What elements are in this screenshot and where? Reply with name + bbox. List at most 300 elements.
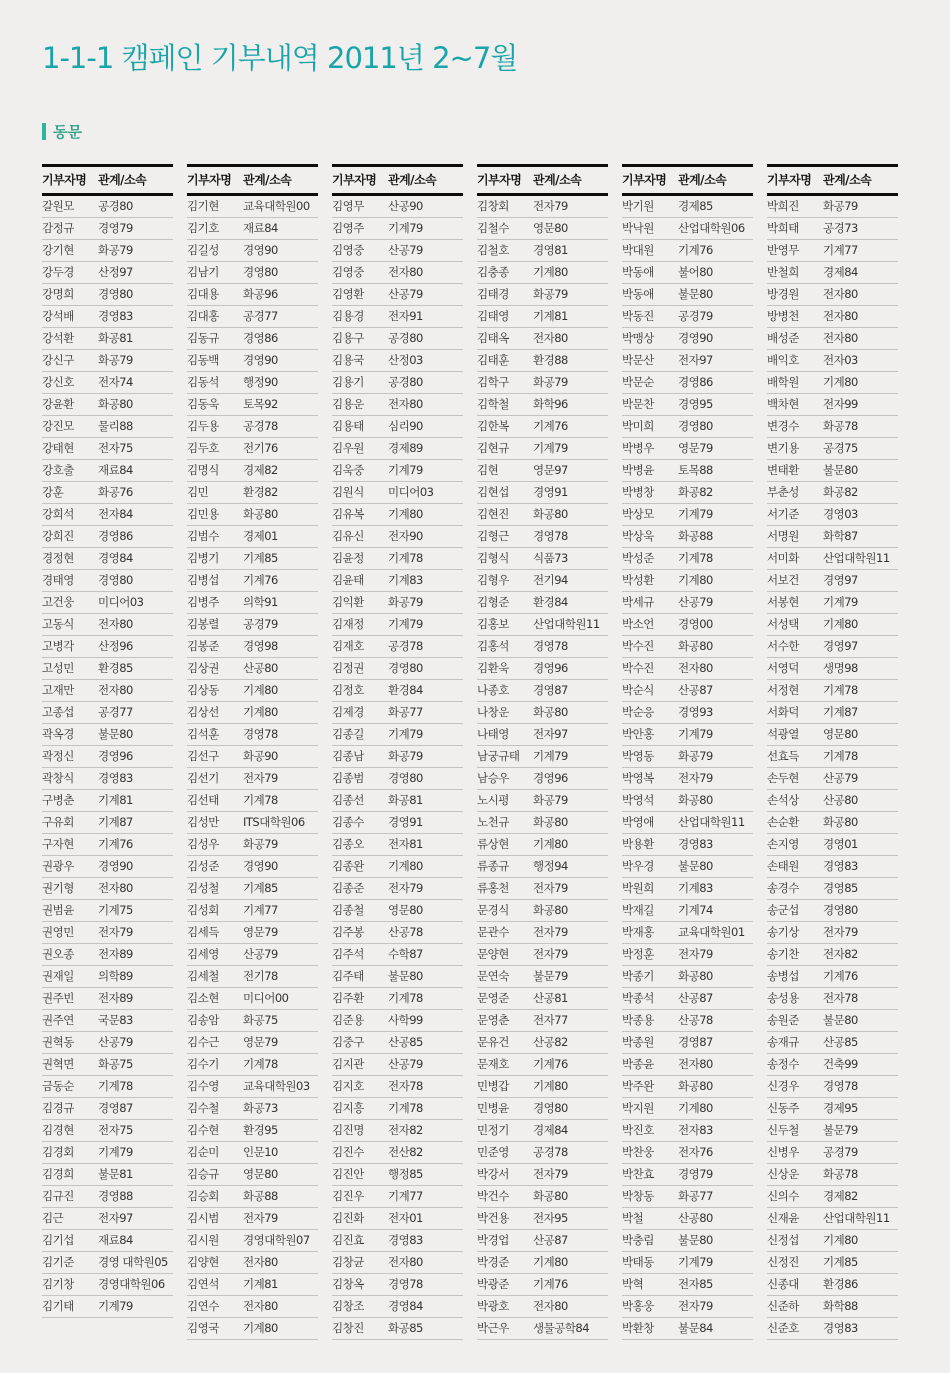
donor-name: 강태현 bbox=[42, 441, 74, 455]
table-row bbox=[477, 218, 608, 240]
donor-affiliation: 경제84 bbox=[533, 1123, 568, 1137]
donor-affiliation: 경영95 bbox=[678, 397, 713, 411]
donor-affiliation: 전자97 bbox=[678, 353, 713, 367]
donor-affiliation: 행정94 bbox=[533, 859, 568, 873]
table-row bbox=[42, 394, 173, 416]
donor-name: 박강서 bbox=[477, 1167, 509, 1181]
table-row bbox=[767, 592, 898, 614]
donor-name: 백차현 bbox=[767, 397, 799, 411]
column-body bbox=[622, 196, 753, 1340]
table-row bbox=[187, 878, 318, 900]
donor-name: 김태경 bbox=[477, 287, 509, 301]
donor-affiliation: 전자89 bbox=[98, 991, 133, 1005]
table-row bbox=[622, 262, 753, 284]
donor-affiliation: 화공80 bbox=[98, 397, 133, 411]
donor-name: 김선태 bbox=[187, 793, 219, 807]
donor-affiliation: 경영81 bbox=[533, 243, 568, 257]
donor-affiliation: 산공87 bbox=[678, 991, 713, 1005]
donor-name: 박창동 bbox=[622, 1189, 654, 1203]
table-row bbox=[767, 768, 898, 790]
table-row bbox=[187, 262, 318, 284]
donor-affiliation: 전자74 bbox=[98, 375, 133, 389]
table-row bbox=[767, 1098, 898, 1120]
donor-affiliation: 산공79 bbox=[388, 1057, 423, 1071]
table-row bbox=[477, 966, 608, 988]
table-row bbox=[332, 350, 463, 372]
donor-name: 김종준 bbox=[332, 881, 364, 895]
table-row bbox=[477, 1054, 608, 1076]
donor-name: 박기원 bbox=[622, 199, 654, 213]
table-row bbox=[187, 1186, 318, 1208]
table-row bbox=[477, 1032, 608, 1054]
table-row bbox=[767, 394, 898, 416]
table-row bbox=[622, 284, 753, 306]
table-row bbox=[477, 1186, 608, 1208]
donor-name: 김경현 bbox=[42, 1123, 74, 1137]
donor-name: 김형근 bbox=[477, 529, 509, 543]
table-row bbox=[332, 856, 463, 878]
donor-name: 금동순 bbox=[42, 1079, 74, 1093]
donor-affiliation: 화공79 bbox=[388, 595, 423, 609]
donor-name: 권재일 bbox=[42, 969, 74, 983]
donor-affiliation: 인문10 bbox=[243, 1145, 278, 1159]
table-row bbox=[767, 328, 898, 350]
donor-affiliation: 경영93 bbox=[678, 705, 713, 719]
donor-affiliation: 전산82 bbox=[388, 1145, 423, 1159]
table-row bbox=[767, 746, 898, 768]
donor-name: 부춘성 bbox=[767, 485, 799, 499]
column-header-affiliation: 관계/소속 bbox=[98, 173, 147, 187]
donor-affiliation: 화공79 bbox=[533, 287, 568, 301]
donor-affiliation: 경영80 bbox=[243, 265, 278, 279]
table-row bbox=[767, 878, 898, 900]
donor-name: 김태영 bbox=[477, 309, 509, 323]
donor-affiliation: 화공80 bbox=[678, 969, 713, 983]
donor-affiliation: 전자80 bbox=[243, 1255, 278, 1269]
donor-affiliation: 전자79 bbox=[243, 771, 278, 785]
donor-affiliation: 기계80 bbox=[823, 617, 858, 631]
donor-affiliation: 전자84 bbox=[98, 507, 133, 521]
column-header-name: 기부자명 bbox=[42, 173, 87, 187]
table-row bbox=[622, 1142, 753, 1164]
table-row bbox=[622, 1186, 753, 1208]
donor-name: 김소현 bbox=[187, 991, 219, 1005]
donor-affiliation: 화공80 bbox=[678, 639, 713, 653]
donor-affiliation: 의학89 bbox=[98, 969, 133, 983]
table-row bbox=[187, 658, 318, 680]
table-row bbox=[187, 790, 318, 812]
table-row bbox=[767, 1032, 898, 1054]
table-row bbox=[767, 988, 898, 1010]
table-row bbox=[622, 944, 753, 966]
donor-name: 김철수 bbox=[477, 221, 509, 235]
table-row bbox=[332, 834, 463, 856]
donor-name: 나태영 bbox=[477, 727, 509, 741]
donor-name: 권혁면 bbox=[42, 1057, 74, 1071]
donor-name: 김규진 bbox=[42, 1189, 74, 1203]
donor-affiliation: 전자80 bbox=[823, 287, 858, 301]
donor-affiliation: 영문97 bbox=[533, 463, 568, 477]
table-row bbox=[332, 724, 463, 746]
donor-affiliation: 전자80 bbox=[823, 309, 858, 323]
donor-affiliation: 기계80 bbox=[243, 705, 278, 719]
table-row bbox=[622, 966, 753, 988]
donor-affiliation: 경영96 bbox=[98, 749, 133, 763]
table-row bbox=[42, 988, 173, 1010]
column-header bbox=[622, 164, 753, 196]
donor-name: 김대홍 bbox=[187, 309, 219, 323]
table-row bbox=[42, 196, 173, 218]
donor-name: 민준영 bbox=[477, 1145, 509, 1159]
donor-name: 강윤환 bbox=[42, 397, 74, 411]
donor-name: 박병창 bbox=[622, 485, 654, 499]
donor-name: 김봉준 bbox=[187, 639, 219, 653]
table-row bbox=[477, 614, 608, 636]
donor-affiliation: 물리88 bbox=[98, 419, 133, 433]
donor-affiliation: 경영90 bbox=[243, 859, 278, 873]
table-row bbox=[42, 790, 173, 812]
donor-affiliation: 화공88 bbox=[678, 529, 713, 543]
table-row bbox=[332, 306, 463, 328]
donor-affiliation: 경영97 bbox=[823, 573, 858, 587]
donor-name: 송군섭 bbox=[767, 903, 799, 917]
table-row bbox=[622, 416, 753, 438]
table-row bbox=[767, 834, 898, 856]
table-row bbox=[477, 328, 608, 350]
donor-name: 방병천 bbox=[767, 309, 799, 323]
table-row bbox=[42, 526, 173, 548]
table-row bbox=[42, 1120, 173, 1142]
table-row bbox=[622, 614, 753, 636]
donor-name: 김용운 bbox=[332, 397, 364, 411]
table-row bbox=[332, 702, 463, 724]
donor-name: 김명식 bbox=[187, 463, 219, 477]
donor-affiliation: 전기76 bbox=[243, 441, 278, 455]
donor-affiliation: 영문79 bbox=[243, 925, 278, 939]
table-row bbox=[187, 1208, 318, 1230]
donor-affiliation: 산공79 bbox=[98, 1035, 133, 1049]
table-row bbox=[187, 900, 318, 922]
donor-affiliation: 기계80 bbox=[388, 859, 423, 873]
donor-affiliation: 기계76 bbox=[98, 837, 133, 851]
table-row bbox=[42, 1054, 173, 1076]
donor-name: 박소언 bbox=[622, 617, 654, 631]
donor-affiliation: 기계80 bbox=[533, 1079, 568, 1093]
donor-name: 김석훈 bbox=[187, 727, 219, 741]
donor-affiliation: 재료84 bbox=[98, 1233, 133, 1247]
table-row bbox=[332, 900, 463, 922]
donor-affiliation: 경영86 bbox=[98, 529, 133, 543]
donor-affiliation: 기계79 bbox=[388, 727, 423, 741]
donor-name: 김두용 bbox=[187, 419, 219, 433]
donor-name: 김영중 bbox=[332, 243, 364, 257]
donor-name: 김유신 bbox=[332, 529, 364, 543]
table-row bbox=[767, 812, 898, 834]
donor-affiliation: 화공79 bbox=[98, 243, 133, 257]
donor-affiliation: 산공80 bbox=[678, 1211, 713, 1225]
donor-affiliation: 전자78 bbox=[823, 991, 858, 1005]
donor-affiliation: 전자80 bbox=[533, 331, 568, 345]
donor-affiliation: 경영78 bbox=[533, 529, 568, 543]
table-row bbox=[767, 1076, 898, 1098]
table-row bbox=[622, 724, 753, 746]
donor-name: 문영춘 bbox=[477, 1013, 509, 1027]
donor-affiliation: 기계79 bbox=[823, 595, 858, 609]
donor-name: 배학원 bbox=[767, 375, 799, 389]
table-row bbox=[767, 1230, 898, 1252]
donor-name: 박문산 bbox=[622, 353, 654, 367]
donor-affiliation: 전자03 bbox=[823, 353, 858, 367]
table-row bbox=[187, 988, 318, 1010]
donor-name: 김정권 bbox=[332, 661, 364, 675]
donor-name: 방경원 bbox=[767, 287, 799, 301]
table-row bbox=[477, 768, 608, 790]
column-header bbox=[332, 164, 463, 196]
donor-name: 김성철 bbox=[187, 881, 219, 895]
donor-affiliation: 의학91 bbox=[243, 595, 278, 609]
donor-name: 김학구 bbox=[477, 375, 509, 389]
table-row bbox=[187, 504, 318, 526]
table-row bbox=[42, 1274, 173, 1296]
donor-name: 신동주 bbox=[767, 1101, 799, 1115]
donor-name: 김형준 bbox=[477, 595, 509, 609]
table-row bbox=[622, 1010, 753, 1032]
donor-name: 박동애 bbox=[622, 287, 654, 301]
donor-name: 김병기 bbox=[187, 551, 219, 565]
donor-affiliation: 불문80 bbox=[678, 1233, 713, 1247]
donor-name: 박순식 bbox=[622, 683, 654, 697]
donor-affiliation: 공경79 bbox=[243, 617, 278, 631]
donor-affiliation: 경영 대학원05 bbox=[98, 1255, 168, 1269]
donor-name: 반영무 bbox=[767, 243, 799, 257]
donor-affiliation: 전자99 bbox=[823, 397, 858, 411]
table-row bbox=[332, 196, 463, 218]
table-row bbox=[332, 1142, 463, 1164]
table-row bbox=[332, 746, 463, 768]
table-row bbox=[767, 1054, 898, 1076]
donor-name: 손순환 bbox=[767, 815, 799, 829]
donor-affiliation: 화공80 bbox=[678, 1079, 713, 1093]
donor-affiliation: 불문80 bbox=[388, 969, 423, 983]
donor-name: 김승규 bbox=[187, 1167, 219, 1181]
donor-name: 강신호 bbox=[42, 375, 74, 389]
donor-name: 김범수 bbox=[187, 529, 219, 543]
donor-affiliation: 기계78 bbox=[678, 551, 713, 565]
donor-affiliation: 전자83 bbox=[678, 1123, 713, 1137]
column-header bbox=[767, 164, 898, 196]
donor-name: 박태동 bbox=[622, 1255, 654, 1269]
donor-affiliation: 화공80 bbox=[533, 903, 568, 917]
donor-affiliation: 공경73 bbox=[823, 221, 858, 235]
donor-affiliation: 전자80 bbox=[98, 881, 133, 895]
donor-name: 김세득 bbox=[187, 925, 219, 939]
donor-affiliation: 수학87 bbox=[388, 947, 423, 961]
donor-name: 서보건 bbox=[767, 573, 799, 587]
donor-affiliation: 산공80 bbox=[243, 661, 278, 675]
donor-affiliation: 영문80 bbox=[533, 221, 568, 235]
table-row bbox=[767, 1142, 898, 1164]
donor-affiliation: 전자79 bbox=[533, 199, 568, 213]
donor-affiliation: 전자85 bbox=[678, 1277, 713, 1291]
table-row bbox=[332, 504, 463, 526]
table-row bbox=[622, 988, 753, 1010]
donor-name: 박동애 bbox=[622, 265, 654, 279]
donor-affiliation: 토목88 bbox=[678, 463, 713, 477]
donor-name: 박광호 bbox=[477, 1299, 509, 1313]
donor-affiliation: 전자79 bbox=[533, 947, 568, 961]
donor-name: 박미희 bbox=[622, 419, 654, 433]
donor-affiliation: 전자79 bbox=[533, 1167, 568, 1181]
donor-name: 박병우 bbox=[622, 441, 654, 455]
donor-name: 김기창 bbox=[42, 1277, 74, 1291]
donor-affiliation: 화공90 bbox=[243, 749, 278, 763]
donor-name: 나창운 bbox=[477, 705, 509, 719]
table-row bbox=[332, 944, 463, 966]
table-row bbox=[332, 1076, 463, 1098]
table-row bbox=[622, 328, 753, 350]
table-row bbox=[767, 570, 898, 592]
donor-affiliation: 기계79 bbox=[98, 1145, 133, 1159]
donor-name: 손두현 bbox=[767, 771, 799, 785]
donor-affiliation: 경영97 bbox=[823, 639, 858, 653]
donor-affiliation: 산공87 bbox=[533, 1233, 568, 1247]
donor-affiliation: 전자91 bbox=[388, 309, 423, 323]
donor-name: 김홍보 bbox=[477, 617, 509, 631]
table-row bbox=[622, 394, 753, 416]
table-row bbox=[622, 1076, 753, 1098]
donor-affiliation: 산업대학원11 bbox=[678, 815, 745, 829]
donor-affiliation: 화공79 bbox=[678, 749, 713, 763]
donor-name: 강희석 bbox=[42, 507, 74, 521]
table-row bbox=[622, 856, 753, 878]
donor-affiliation: 경제84 bbox=[823, 265, 858, 279]
table-row bbox=[332, 1274, 463, 1296]
donor-affiliation: 전자79 bbox=[678, 947, 713, 961]
donor-affiliation: 기계79 bbox=[678, 1255, 713, 1269]
donor-affiliation: 경영96 bbox=[533, 771, 568, 785]
table-row bbox=[42, 372, 173, 394]
donor-column bbox=[767, 164, 898, 1340]
column-header-name: 기부자명 bbox=[622, 173, 667, 187]
donor-name: 김진화 bbox=[332, 1211, 364, 1225]
donor-affiliation: 전자79 bbox=[533, 925, 568, 939]
donor-affiliation: 기계78 bbox=[823, 749, 858, 763]
donor-name: 김동규 bbox=[187, 331, 219, 345]
table-row bbox=[187, 460, 318, 482]
table-row bbox=[42, 636, 173, 658]
donor-name: 신두철 bbox=[767, 1123, 799, 1137]
table-row bbox=[332, 1164, 463, 1186]
donor-name: 박홍웅 bbox=[622, 1299, 654, 1313]
column-header-name: 기부자명 bbox=[767, 173, 812, 187]
donor-affiliation: 경영80 bbox=[98, 573, 133, 587]
table-row bbox=[622, 746, 753, 768]
donor-name: 송정수 bbox=[767, 1057, 799, 1071]
table-row bbox=[42, 1296, 173, 1318]
donor-affiliation: 화공78 bbox=[823, 1167, 858, 1181]
donor-affiliation: 경영00 bbox=[678, 617, 713, 631]
table-row bbox=[42, 702, 173, 724]
donor-affiliation: 전자80 bbox=[98, 683, 133, 697]
donor-affiliation: 영문80 bbox=[823, 727, 858, 741]
donor-name: 김유복 bbox=[332, 507, 364, 521]
donor-name: 배성준 bbox=[767, 331, 799, 345]
donor-affiliation: 기계80 bbox=[678, 573, 713, 587]
donor-affiliation: 기계78 bbox=[98, 1079, 133, 1093]
donor-name: 박문찬 bbox=[622, 397, 654, 411]
donor-name: 김기현 bbox=[187, 199, 219, 213]
table-row bbox=[477, 1076, 608, 1098]
donor-name: 김용국 bbox=[332, 353, 364, 367]
table-row bbox=[332, 658, 463, 680]
donor-affiliation: 산공79 bbox=[388, 243, 423, 257]
donor-affiliation: 산공79 bbox=[243, 947, 278, 961]
donor-affiliation: 미디어03 bbox=[388, 485, 434, 499]
donor-name: 서정현 bbox=[767, 683, 799, 697]
donor-affiliation: 기계78 bbox=[823, 683, 858, 697]
donor-name: 고동식 bbox=[42, 617, 74, 631]
donor-name: 김종길 bbox=[332, 727, 364, 741]
table-row bbox=[767, 526, 898, 548]
donor-name: 송재규 bbox=[767, 1035, 799, 1049]
donor-affiliation: 산정96 bbox=[98, 639, 133, 653]
donor-affiliation: 전자80 bbox=[823, 331, 858, 345]
donor-name: 감정규 bbox=[42, 221, 74, 235]
table-row bbox=[187, 328, 318, 350]
donor-name: 강두경 bbox=[42, 265, 74, 279]
table-row bbox=[622, 900, 753, 922]
page bbox=[0, 36, 950, 1340]
donor-name: 강석환 bbox=[42, 331, 74, 345]
donor-name: 김승회 bbox=[187, 1189, 219, 1203]
donor-affiliation: 경영86 bbox=[243, 331, 278, 345]
donor-name: 송경수 bbox=[767, 881, 799, 895]
donor-affiliation: 경영78 bbox=[823, 1079, 858, 1093]
donor-affiliation: 전자82 bbox=[823, 947, 858, 961]
table-row bbox=[187, 372, 318, 394]
donor-column bbox=[477, 164, 608, 1340]
table-row bbox=[332, 438, 463, 460]
donor-name: 박영석 bbox=[622, 793, 654, 807]
donor-name: 배익호 bbox=[767, 353, 799, 367]
donor-name: 김영환 bbox=[332, 287, 364, 301]
donor-name: 김종수 bbox=[332, 815, 364, 829]
table-row bbox=[622, 702, 753, 724]
donor-name: 박주완 bbox=[622, 1079, 654, 1093]
table-row bbox=[332, 284, 463, 306]
donor-affiliation: 산공82 bbox=[533, 1035, 568, 1049]
table-row bbox=[187, 306, 318, 328]
donor-name: 김종선 bbox=[332, 793, 364, 807]
donor-affiliation: 기계76 bbox=[823, 969, 858, 983]
table-row bbox=[187, 394, 318, 416]
donor-affiliation: 경영91 bbox=[533, 485, 568, 499]
donor-name: 김진효 bbox=[332, 1233, 364, 1247]
donor-name: 김철호 bbox=[477, 243, 509, 257]
table-row bbox=[477, 350, 608, 372]
donor-affiliation: 재료84 bbox=[98, 463, 133, 477]
donor-affiliation: 공경78 bbox=[388, 639, 423, 653]
donor-affiliation: 행정90 bbox=[243, 375, 278, 389]
donor-name: 김성회 bbox=[187, 903, 219, 917]
donor-affiliation: 경영79 bbox=[98, 221, 133, 235]
donor-name: 박수진 bbox=[622, 639, 654, 653]
donor-name: 신준호 bbox=[767, 1321, 799, 1335]
donor-affiliation: 경영80 bbox=[98, 287, 133, 301]
donor-affiliation: 환경86 bbox=[823, 1277, 858, 1291]
donor-affiliation: 경영88 bbox=[98, 1189, 133, 1203]
table-row bbox=[622, 372, 753, 394]
